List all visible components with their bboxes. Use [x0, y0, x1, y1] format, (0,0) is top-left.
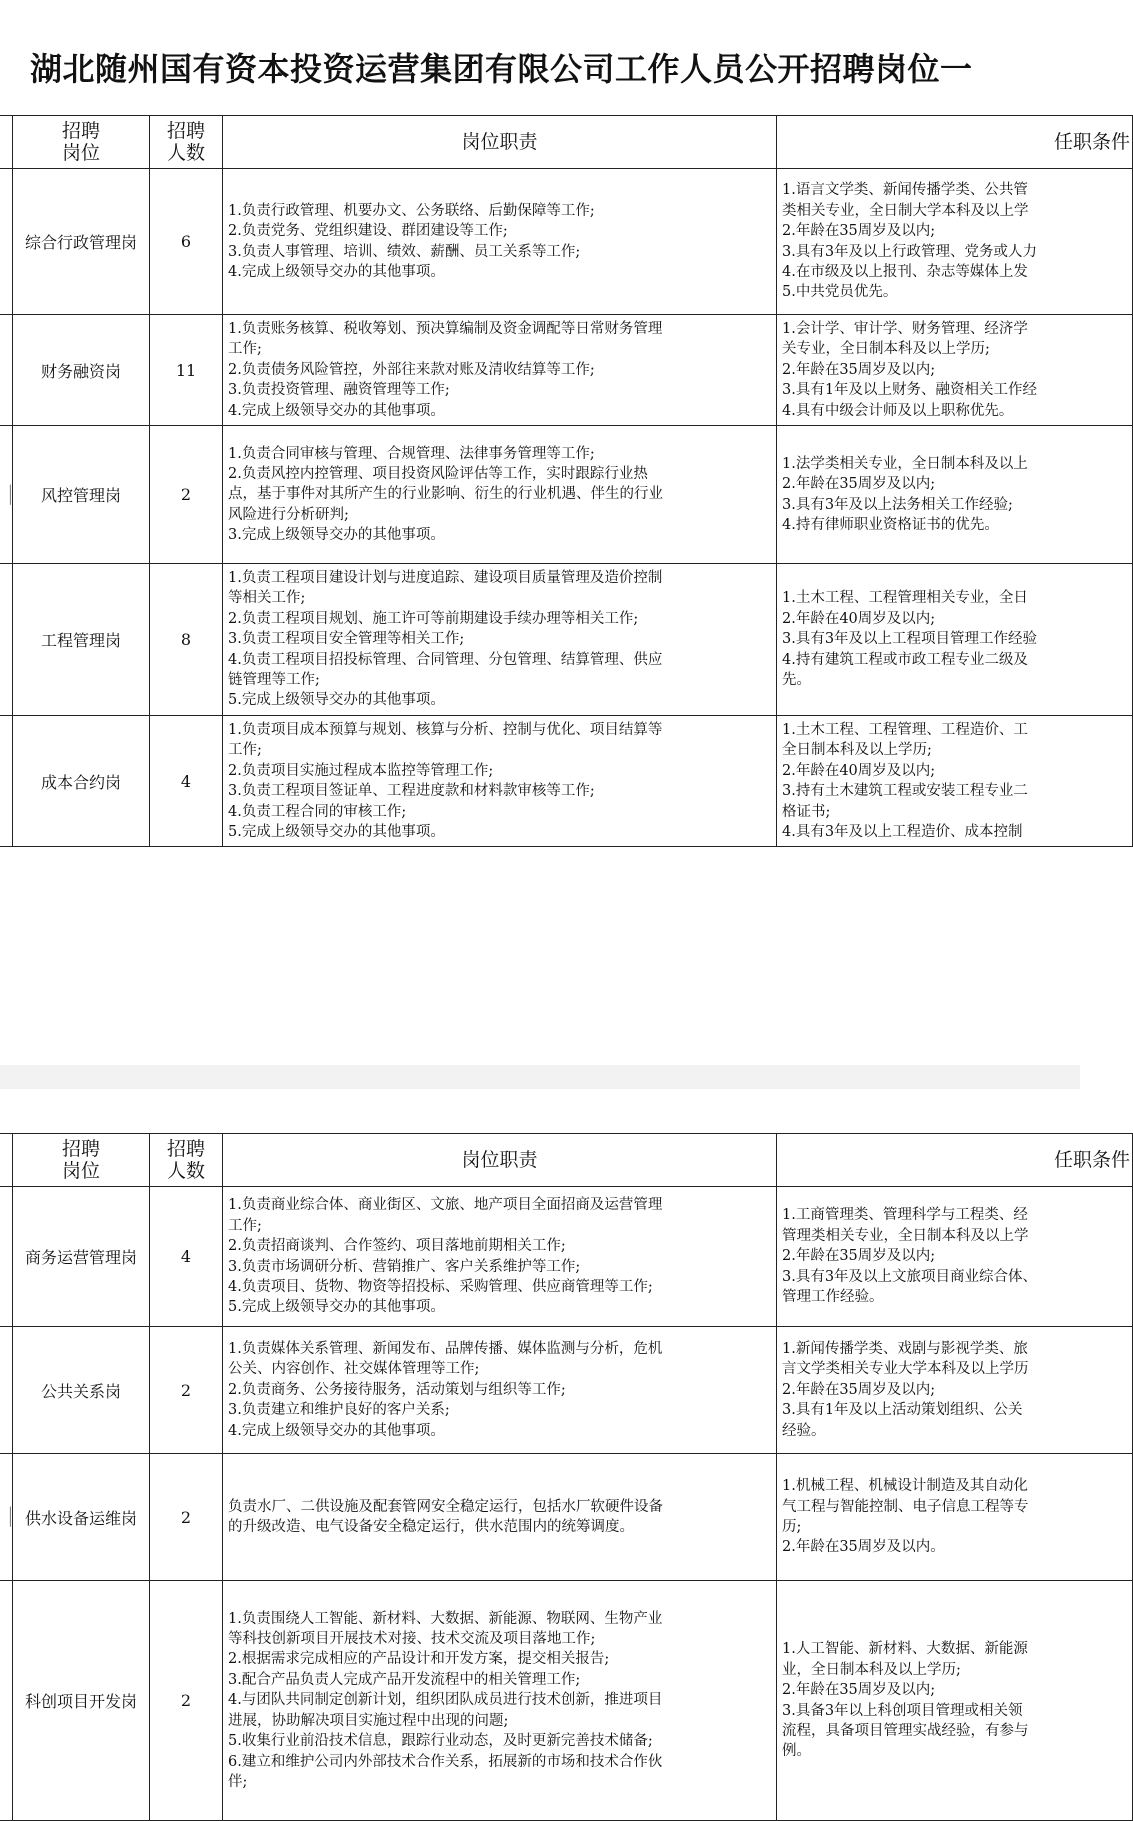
requirement-line: 2.年龄在35周岁及以内;: [782, 476, 936, 493]
requirement-cell: [777, 715, 1133, 846]
row-edge-cell: [0, 1187, 13, 1327]
requirement-line: 2.年龄在40周岁及以内;: [782, 762, 936, 779]
requirement-line: 3.具有3年及以上法务相关工作经验;: [782, 496, 1013, 513]
headcount: 2: [150, 1454, 223, 1581]
duty-line: 2.负责工程项目规划、施工许可等前期建设手续办理等相关工作;: [228, 610, 639, 627]
duty-cell: [223, 1454, 777, 1581]
header-duty: 岗位职责: [223, 1134, 777, 1187]
header-count: [150, 1134, 223, 1187]
duty-line: 3.负责建立和维护良好的客户关系;: [228, 1402, 450, 1419]
header-position-line: 招聘: [61, 1138, 100, 1160]
duty-line: 2.根据需求完成相应的产品设计和开发方案，提交相关报告;: [228, 1651, 610, 1668]
header-requirements: 任职条件: [777, 116, 1133, 169]
recruitment-table-page-2: [0, 1133, 1130, 1821]
recruitment-table: [0, 115, 1133, 847]
table-row: [0, 1581, 1133, 1821]
duty-line: 2.负责党务、党组织建设、群团建设等工作;: [228, 223, 508, 240]
duty-line: 4.完成上级领导交办的其他事项。: [228, 263, 445, 280]
requirement-line: 气工程与智能控制、电子信息工程等专: [782, 1498, 1029, 1515]
row-edge-cell: [0, 426, 13, 564]
table-header-row: [0, 116, 1133, 169]
requirement-line: 4.持有律师职业资格证书的优先。: [782, 516, 999, 533]
duty-line: 1.负责围绕人工智能、新材料、大数据、新能源、物联网、生物产业: [228, 1610, 663, 1627]
duty-line: 4.负责工程项目招投标管理、合同管理、分包管理、结算管理、供应: [228, 651, 663, 668]
edge-mark: | |: [8, 483, 12, 505]
requirement-line: 流程，具备项目管理实战经验，有参与: [782, 1722, 1029, 1739]
duty-line: 2.负责债务风险管控，外部往来款对账及清收结算等工作;: [228, 361, 595, 378]
requirement-line: 2.年龄在35周岁及以内;: [782, 361, 936, 378]
header-requirements: 任职条件: [777, 1134, 1133, 1187]
header-count-line: 招聘: [166, 1138, 205, 1160]
duty-line: 1.负责工程项目建设计划与进度追踪、建设项目质量管理及造价控制: [228, 570, 663, 587]
requirement-line: 先。: [782, 672, 811, 689]
duty-line: 等科技创新项目开展技术对接、技术交流及项目落地工作;: [228, 1631, 596, 1648]
header-position-line: 招聘: [61, 120, 100, 142]
duty-line: 链管理等工作;: [228, 672, 320, 689]
document-title: 湖北随州国有资本投资运营集团有限公司工作人员公开招聘岗位一: [30, 50, 973, 88]
duty-line: 1.负责项目成本预算与规划、核算与分析、控制与优化、项目结算等: [228, 721, 663, 738]
duty-line: 3.负责工程项目签证单、工程进度款和材料款审核等工作;: [228, 783, 595, 800]
headcount: 2: [150, 1581, 223, 1821]
headcount: 2: [150, 426, 223, 564]
duty-line: 5.完成上级领导交办的其他事项。: [228, 692, 445, 709]
duty-line: 3.负责市场调研分析、营销推广、客户关系维护等工作;: [228, 1258, 581, 1275]
duty-cell: [223, 715, 777, 846]
requirement-line: 管理工作经验。: [782, 1289, 884, 1306]
duty-line: 3.负责投资管理、融资管理等工作;: [228, 382, 450, 399]
requirement-line: 3.具有3年及以上行政管理、党务或人力: [782, 243, 1038, 260]
duty-line: 1.负责商业综合体、商业街区、文旅、地产项目全面招商及运营管理: [228, 1197, 663, 1214]
duty-line: 6.建立和维护公司内外部技术合作关系，拓展新的市场和技术合作伙: [228, 1753, 663, 1770]
table-row: [0, 564, 1133, 716]
row-edge-cell: [0, 1581, 13, 1821]
duty-line: 4.与团队共同制定创新计划，组织团队成员进行技术创新，推进项目: [228, 1692, 663, 1709]
requirement-line: 2.年龄在35周岁及以内。: [782, 1539, 945, 1556]
duty-cell: [223, 564, 777, 716]
table-row: [0, 1327, 1133, 1454]
duty-line: 4.完成上级领导交办的其他事项。: [228, 402, 445, 419]
duty-line: 4.负责项目、货物、物资等招投标、采购管理、供应商管理等工作;: [228, 1278, 653, 1295]
requirement-line: 业，全日制本科及以上学历;: [782, 1661, 961, 1678]
duty-line: 工作;: [228, 1217, 262, 1234]
duty-line: 工作;: [228, 742, 262, 759]
header-count-line: 人数: [166, 1160, 205, 1182]
row-edge-cell: [0, 169, 13, 315]
duty-line: 进展，协助解决项目实施过程中出现的问题;: [228, 1712, 509, 1729]
headcount: 4: [150, 715, 223, 846]
row-edge-cell: [0, 1327, 13, 1454]
requirement-cell: [777, 315, 1133, 426]
duty-line: 2.负责商务、公务接待服务，活动策划与组织等工作;: [228, 1381, 566, 1398]
position-name: 综合行政管理岗: [13, 169, 150, 315]
position-name: 科创项目开发岗: [13, 1581, 150, 1821]
duty-line: 3.完成上级领导交办的其他事项。: [228, 527, 445, 544]
table-header-row: [0, 1134, 1133, 1187]
requirement-line: 2.年龄在35周岁及以内;: [782, 1248, 936, 1265]
requirement-line: 1.法学类相关专业，全日制本科及以上: [782, 455, 1028, 472]
requirement-line: 3.具有3年及以上工程项目管理工作经验: [782, 631, 1038, 648]
requirement-cell: [777, 1187, 1133, 1327]
duty-line: 3.负责人事管理、培训、绩效、薪酬、员工关系等工作;: [228, 243, 581, 260]
requirement-line: 2.年龄在35周岁及以内;: [782, 223, 936, 240]
requirement-cell: [777, 1454, 1133, 1581]
requirement-line: 4.在市级及以上报刊、杂志等媒体上发: [782, 263, 1028, 280]
requirement-cell: [777, 564, 1133, 716]
position-name: 供水设备运维岗: [13, 1454, 150, 1581]
requirement-line: 2.年龄在40周岁及以内;: [782, 610, 936, 627]
duty-line: 1.负责媒体关系管理、新闻发布、品牌传播、媒体监测与分析，危机: [228, 1340, 663, 1357]
table-row: [0, 315, 1133, 426]
requirement-line: 3.具有3年及以上文旅项目商业综合体、: [782, 1268, 1038, 1285]
position-name: 成本合约岗: [13, 715, 150, 846]
header-position: [13, 116, 150, 169]
position-name: 财务融资岗: [13, 315, 150, 426]
duty-line: 4.负责工程合同的审核工作;: [228, 803, 407, 820]
duty-line: 1.负责行政管理、机要办文、公务联络、后勤保障等工作;: [228, 202, 595, 219]
headcount: 6: [150, 169, 223, 315]
requirement-line: 4.具有3年及以上工程造价、成本控制: [782, 823, 1023, 840]
duty-line: 1.负责账务核算、税收筹划、预决算编制及资金调配等日常财务管理: [228, 321, 663, 337]
table-row: [0, 426, 1133, 564]
duty-cell: [223, 426, 777, 564]
duty-cell: [223, 315, 777, 426]
position-name: 公共关系岗: [13, 1327, 150, 1454]
headcount: 4: [150, 1187, 223, 1327]
header-count: [150, 116, 223, 169]
recruitment-table-page-1: [0, 115, 1130, 847]
header-position: [13, 1134, 150, 1187]
duty-line: 4.完成上级领导交办的其他事项。: [228, 1422, 445, 1439]
duty-line: 5.完成上级领导交办的其他事项。: [228, 823, 445, 840]
requirement-line: 3.持有土木建筑工程或安装工程专业二: [782, 783, 1028, 800]
row-edge-cell: [0, 564, 13, 716]
duty-line: 的升级改造、电气设备安全稳定运行，供水范围内的统筹调度。: [228, 1519, 634, 1535]
duty-line: 工作;: [228, 341, 262, 358]
recruitment-table: [0, 1133, 1133, 1821]
requirement-line: 1.会计学、审计学、财务管理、经济学: [782, 321, 1028, 337]
headcount: 8: [150, 564, 223, 716]
duty-line: 5.收集行业前沿技术信息，跟踪行业动态，及时更新完善技术储备;: [228, 1733, 653, 1750]
duty-line: 伴;: [228, 1773, 248, 1790]
requirement-line: 4.持有建筑工程或市政工程专业二级及: [782, 651, 1028, 668]
header-count-line: 人数: [166, 142, 205, 164]
duty-line: 5.完成上级领导交办的其他事项。: [228, 1299, 445, 1316]
duty-line: 2.负责项目实施过程成本监控等管理工作;: [228, 762, 494, 779]
table-row: [0, 1454, 1133, 1581]
duty-cell: [223, 1187, 777, 1327]
row-edge-cell: [0, 1454, 13, 1581]
edge-mark: | |: [8, 1506, 12, 1527]
duty-cell: [223, 169, 777, 315]
requirement-cell: [777, 169, 1133, 315]
requirement-line: 关专业，全日制本科及以上学历;: [782, 341, 990, 358]
position-name: 工程管理岗: [13, 564, 150, 716]
requirement-line: 1.语言文学类、新闻传播学类、公共管: [782, 182, 1028, 199]
position-name: 风控管理岗: [13, 426, 150, 564]
requirement-line: 1.机械工程、机械设计制造及其自动化: [782, 1478, 1028, 1495]
header-edge-cell: [0, 1134, 13, 1187]
requirement-line: 1.新闻传播学类、戏剧与影视学类、旅: [782, 1340, 1028, 1357]
headcount: 2: [150, 1327, 223, 1454]
header-edge-cell: [0, 116, 13, 169]
duty-line: 2.负责招商谈判、合作签约、项目落地前期相关工作;: [228, 1238, 566, 1255]
row-edge-cell: [0, 315, 13, 426]
requirement-line: 1.工商管理类、管理科学与工程类、经: [782, 1207, 1028, 1224]
requirement-line: 2.年龄在35周岁及以内;: [782, 1682, 936, 1699]
header-position-line: 岗位: [61, 142, 100, 164]
requirement-line: 1.土木工程、工程管理、工程造价、工: [782, 721, 1028, 738]
duty-line: 2.负责风控内控管理、项目投资风险评估等工作，实时跟踪行业热: [228, 465, 648, 482]
position-name: 商务运营管理岗: [13, 1187, 150, 1327]
requirement-line: 3.具有1年及以上活动策划组织、公关: [782, 1402, 1023, 1419]
requirement-line: 3.具有1年及以上财务、融资相关工作经: [782, 382, 1038, 399]
duty-line: 1.负责合同审核与管理、合规管理、法律事务管理等工作;: [228, 445, 595, 462]
duty-line: 3.负责工程项目安全管理等相关工作;: [228, 631, 465, 648]
table-row: [0, 1187, 1133, 1327]
requirement-line: 1.土木工程、工程管理相关专业，全日: [782, 590, 1028, 607]
duty-line: 负责水厂、二供设施及配套管网安全稳定运行，包括水厂软硬件设备: [228, 1498, 663, 1515]
requirement-cell: [777, 1581, 1133, 1821]
requirement-line: 类相关专业，全日制大学本科及以上学: [782, 202, 1029, 219]
requirement-line: 5.中共党员优先。: [782, 284, 898, 301]
duty-line: 点，基于事件对其所产生的行业影响、衍生的行业机遇、伴生的行业: [228, 486, 663, 503]
requirement-line: 3.具备3年以上科创项目管理或相关领: [782, 1702, 1023, 1719]
page-separator: [0, 1065, 1080, 1089]
table-row: [0, 715, 1133, 846]
requirement-line: 经验。: [782, 1422, 826, 1439]
requirement-line: 历;: [782, 1519, 802, 1535]
duty-line: 3.配合产品负责人完成产品开发流程中的相关管理工作;: [228, 1671, 581, 1688]
table-row: [0, 169, 1133, 315]
requirement-cell: [777, 1327, 1133, 1454]
duty-cell: [223, 1581, 777, 1821]
duty-line: 等相关工作;: [228, 590, 306, 607]
header-count-line: 招聘: [166, 120, 205, 142]
requirement-line: 例。: [782, 1743, 811, 1760]
headcount: 11: [150, 315, 223, 426]
header-position-line: 岗位: [61, 1160, 100, 1182]
requirement-line: 言文学类相关专业大学本科及以上学历: [782, 1361, 1029, 1378]
header-duty: 岗位职责: [223, 116, 777, 169]
requirement-line: 格证书;: [782, 803, 831, 820]
requirement-line: 2.年龄在35周岁及以内;: [782, 1381, 936, 1398]
requirement-line: 1.人工智能、新材料、大数据、新能源: [782, 1641, 1028, 1658]
duty-line: 风险进行分析研判;: [228, 506, 349, 523]
duty-line: 公关、内容创作、社交媒体管理等工作;: [228, 1361, 480, 1378]
row-edge-cell: [0, 715, 13, 846]
duty-cell: [223, 1327, 777, 1454]
requirement-line: 全日制本科及以上学历;: [782, 742, 932, 759]
requirement-line: 4.具有中级会计师及以上职称优先。: [782, 402, 1014, 419]
requirement-line: 管理类相关专业，全日制本科及以上学: [782, 1227, 1029, 1244]
requirement-cell: [777, 426, 1133, 564]
